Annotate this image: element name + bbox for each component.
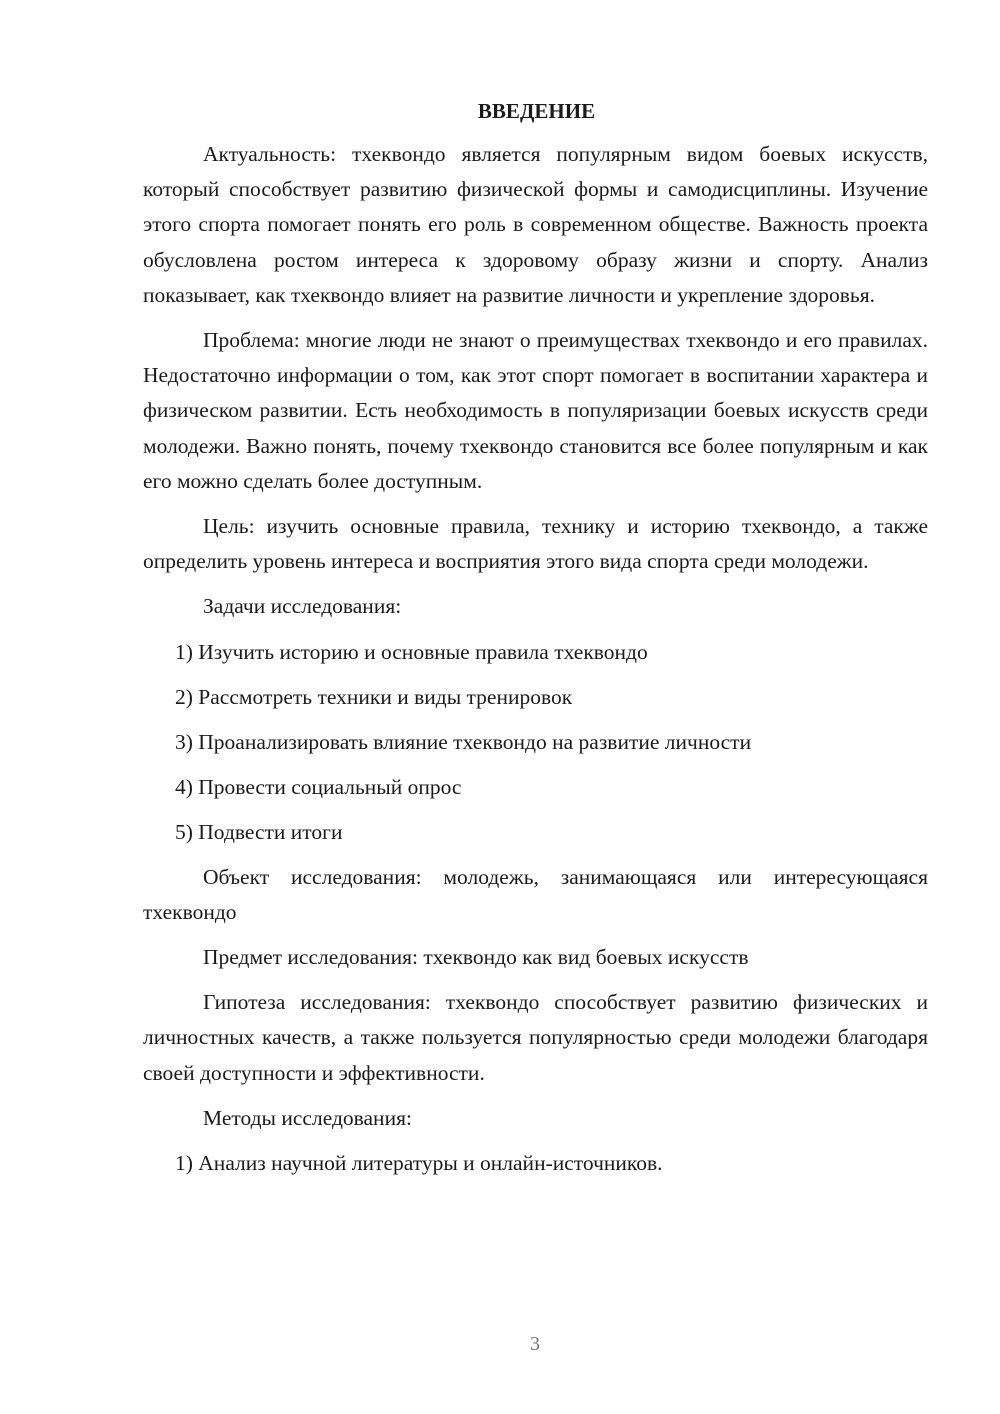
task-item: 4) Провести социальный опрос xyxy=(175,774,462,799)
problem-paragraph: Проблема: многие люди не знают о преимуществах тхеквондо и его правилах. Недостаточно информации о том, как этот спорт помогает в воспитании характера и физическом развитии. Есть необходимость в популяризации боевых искусств среди молодежи. Важно понять, почему тхеквондо становится все более популярным и как его можно сделать более доступным. xyxy=(143,328,928,493)
object-paragraph: Объект исследования: молодежь, занимающаяся или интересующаяся тхеквондо xyxy=(143,864,928,924)
goal-paragraph: Цель: изучить основные правила, технику и историю тхеквондо, а также определить уровень интереса и восприятия этого вида спорта среди молодежи. xyxy=(143,514,928,574)
section-title: ВВЕДЕНИЕ xyxy=(477,99,596,123)
task-item: 2) Рассмотреть техники и виды тренировок xyxy=(175,684,573,709)
hypothesis-paragraph: Гипотеза исследования: тхеквондо способствует развитию физических и личностных качеств, а также пользуется популярностью среди молодежи благодаря своей доступности и эффективности. xyxy=(143,990,928,1085)
method-item: 1) Анализ научной литературы и онлайн-источников. xyxy=(175,1151,663,1176)
page-number: 3 xyxy=(530,1333,540,1355)
task-item: 1) Изучить историю и основные правила тхеквондо xyxy=(175,639,648,664)
relevance-paragraph: Актуальность: тхеквондо является популярным видом боевых искусств, который способствует развитию физической формы и самодисциплины. Изучение этого спорта помогает понять его роль в современном обществе. Важность проекта обусловлена ростом интереса к здоровому образу жизни и спорту. Анализ показывает, как тхеквондо влияет на развитие личности и укрепление здоровья. xyxy=(143,142,928,307)
task-item: 5) Подвести итоги xyxy=(175,819,343,844)
document-page xyxy=(143,95,928,1191)
tasks-label: Задачи исследования: xyxy=(203,594,402,619)
methods-label: Методы исследования: xyxy=(203,1105,412,1130)
task-item: 3) Проанализировать влияние тхеквондо на развитие личности xyxy=(175,729,752,754)
subject-paragraph: Предмет исследования: тхеквондо как вид боевых искусств xyxy=(203,945,749,970)
